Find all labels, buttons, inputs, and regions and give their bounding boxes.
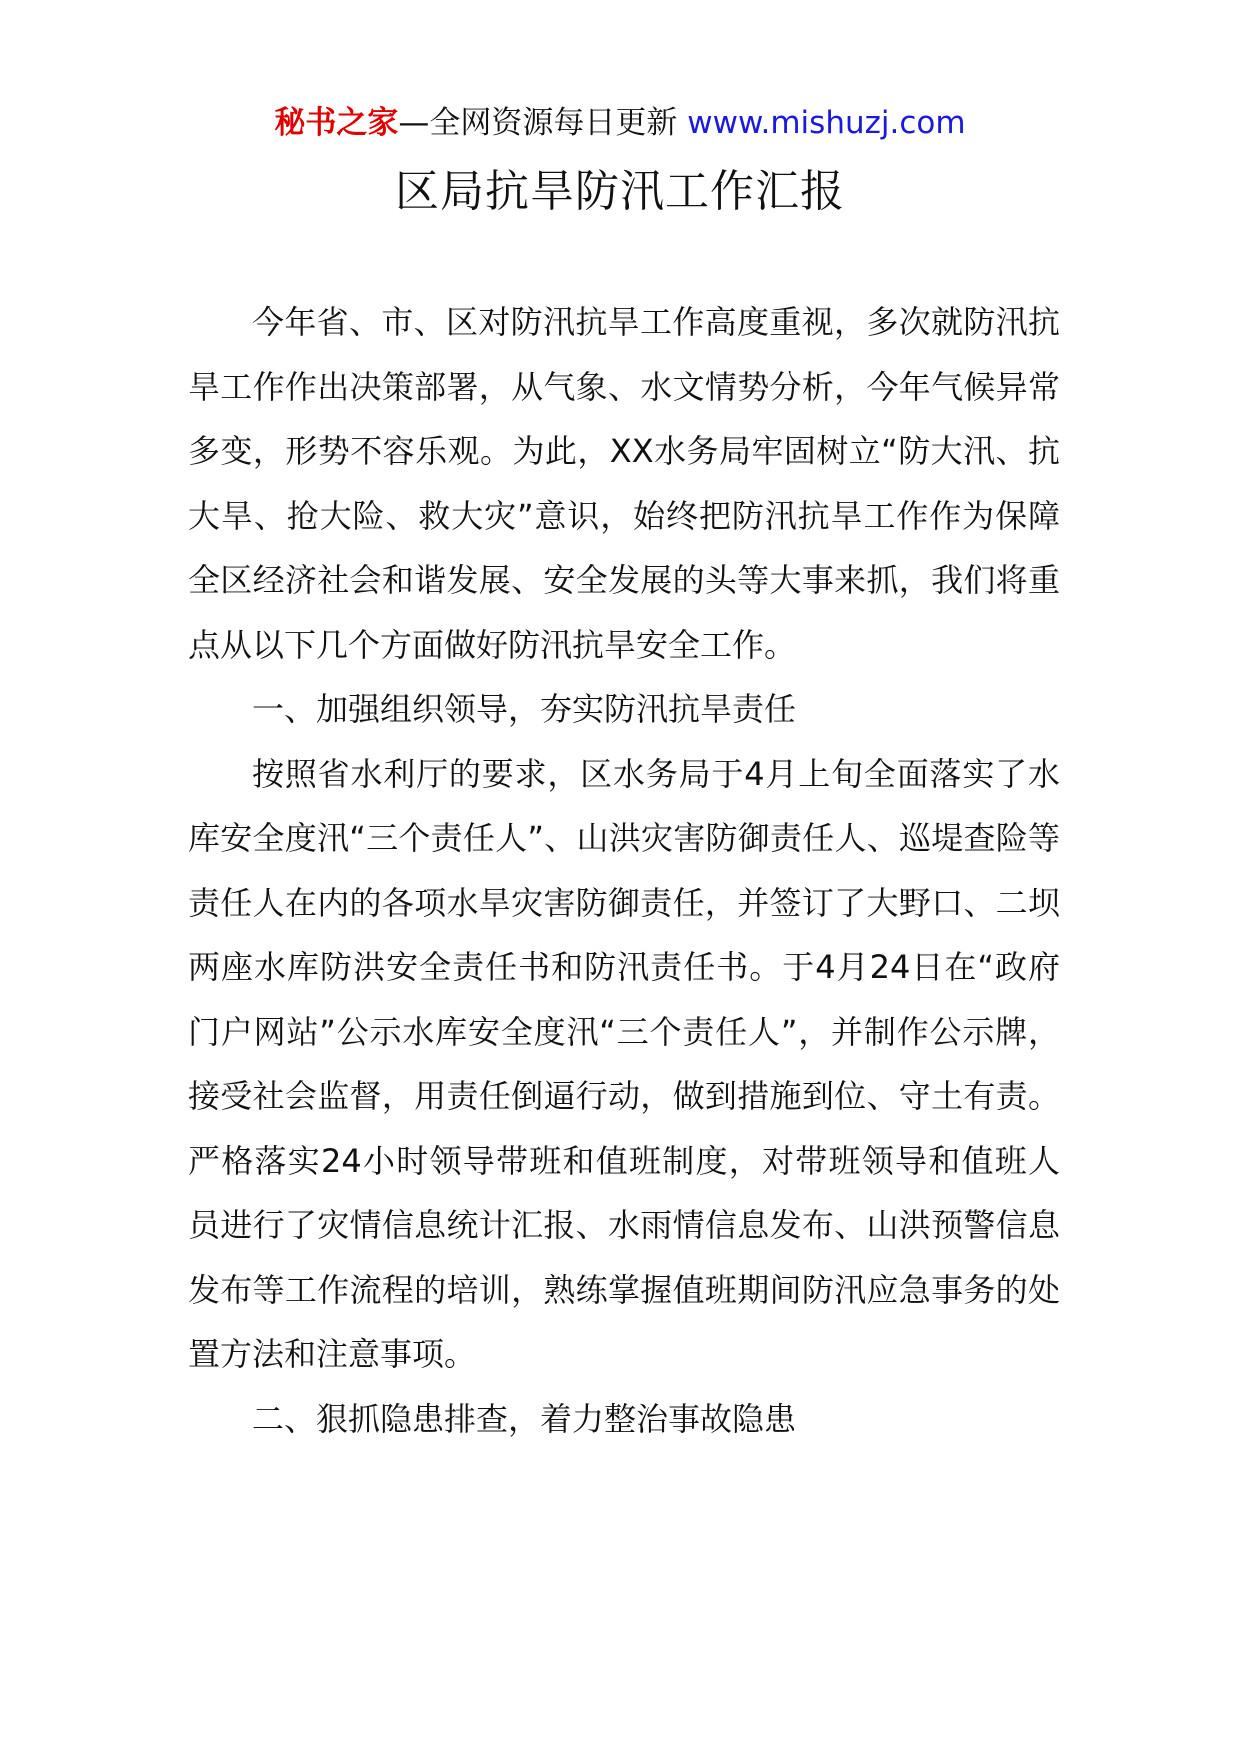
site-tagline: —全网资源每日更新	[398, 105, 678, 141]
section-heading-1: 一、加强组织领导，夯实防汛抗旱责任	[252, 690, 797, 728]
site-header	[0, 100, 1240, 146]
site-name: 秘书之家	[274, 105, 399, 141]
document-title: 区局抗旱防汛工作汇报	[395, 166, 845, 217]
document-body	[188, 290, 1060, 1451]
site-url-link[interactable]: www.mishuzj.com	[687, 105, 966, 141]
section-heading-2: 二、狠抓隐患排查，着力整治事故隐患	[252, 1399, 797, 1438]
paragraph-responsibility: 按照省水利厅的要求，区水务局于4月上旬全面落实了水库安全度汛“三个责任人”、山洪灾害防御责任人、巡堤查险等责任人在内的各项水旱灾害防御责任，并签订了大野口、二坝两座水库防洪安全责任书和防汛责任书。于4月24日在“政府门户网站”公示水库安全度汛“三个责任人”，并制作公示牌，接受社会监督，用责任倒逼行动，做到措施到位、守土有责。严格落实24小时领导带班和值班制度，对带班领导和值班人员进行了灾情信息统计汇报、水雨情信息发布、山洪预警信息发布等工作流程的培训，熟练掌握值班期间防汛应急事务的处置方法和注意事项。	[188, 754, 1060, 1373]
paragraph-intro: 今年省、市、区对防汛抗旱工作高度重视，多次就防汛抗旱工作作出决策部署，从气象、水文情势分析，今年气候异常多变，形势不容乐观。为此，XX水务局牢固树立“防大汛、抗大旱、抢大险、救大灾”意识，始终把防汛抗旱工作作为保障全区经济社会和谐发展、安全发展的头等大事来抓，我们将重点从以下几个方面做好防汛抗旱安全工作。	[188, 303, 1060, 664]
